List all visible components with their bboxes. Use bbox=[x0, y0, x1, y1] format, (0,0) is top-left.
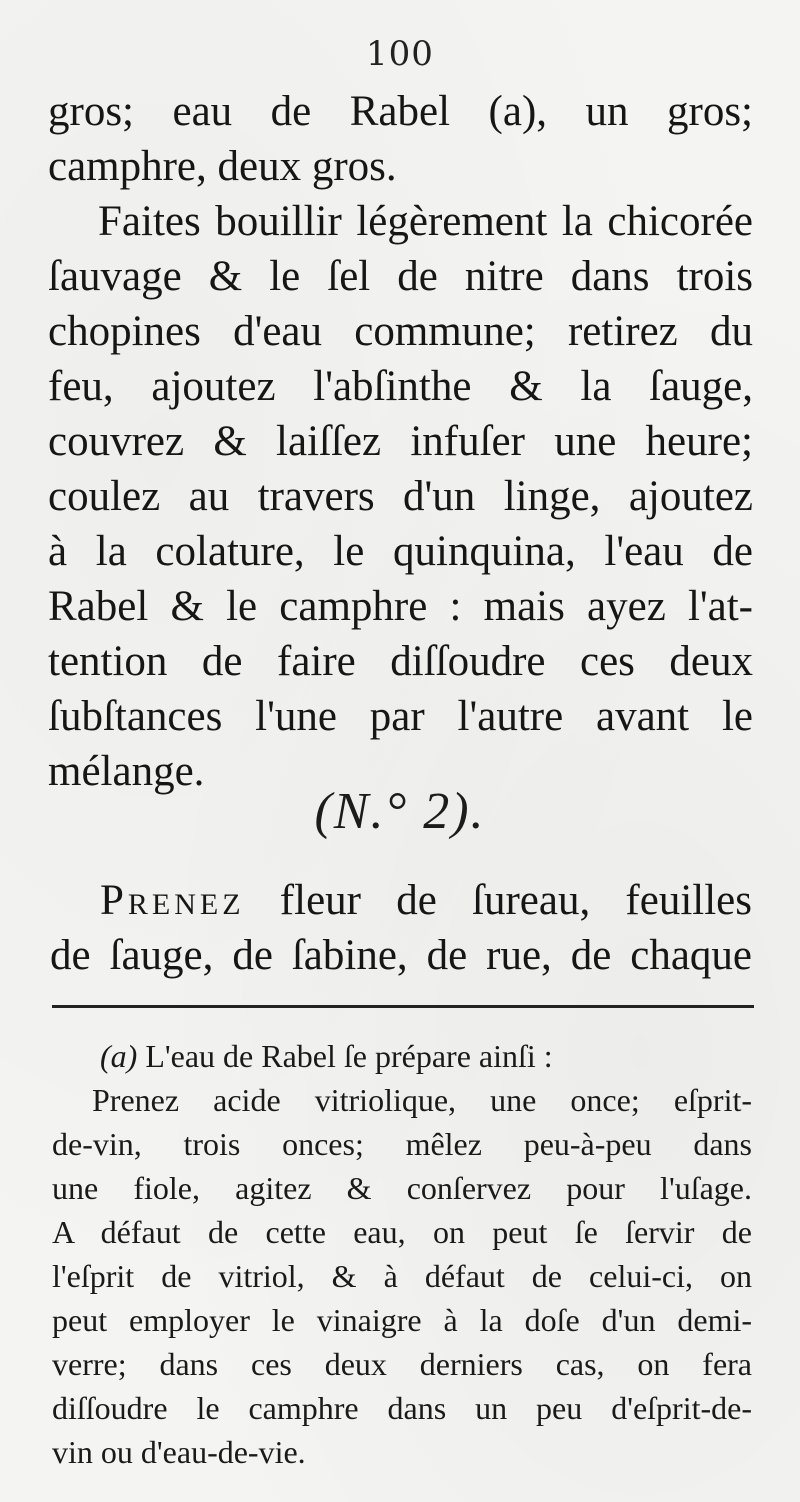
lead-word: Prenez bbox=[100, 877, 245, 924]
text-line: ſubſtances l'une par l'autre avant le bbox=[48, 693, 753, 740]
text-line: tention de faire diſſoudre ces deux bbox=[48, 638, 753, 685]
text-line: gros; eau de Rabel (a), un gros; bbox=[48, 88, 753, 135]
footnote bbox=[52, 1034, 752, 1474]
footnote-line: une fiole, agitez & conſervez pour l'uſage. bbox=[52, 1170, 752, 1206]
footnote-line: diſſoudre le camphre dans un peu d'eſprit-de- bbox=[52, 1390, 752, 1426]
footnote-line: vin ou d'eau-de-vie. bbox=[52, 1434, 306, 1470]
text-line: à la colature, le quinquina, l'eau de bbox=[48, 528, 753, 575]
page-number: 100 bbox=[366, 34, 434, 74]
footnote-line: l'eſprit de vitriol, & à défaut de celui-ci, on bbox=[52, 1258, 752, 1294]
footnote-line bbox=[52, 1034, 752, 1078]
text-line: Rabel & le camphre : mais ayez l'at- bbox=[48, 583, 753, 630]
text-line bbox=[50, 872, 752, 927]
text-line: Faites bouillir légèrement la chicorée bbox=[98, 198, 753, 245]
line-rest: fleur de ſureau, feuilles bbox=[244, 877, 752, 924]
text-line: feu, ajoutez l'abſinthe & la ſauge, bbox=[48, 363, 753, 410]
text-line: coulez au travers d'un linge, ajoutez bbox=[48, 473, 753, 520]
main-paragraph bbox=[48, 84, 753, 799]
text-line: mélange. bbox=[48, 748, 205, 795]
text-line: chopines d'eau commune; retirez du bbox=[48, 308, 753, 355]
footnote-line: A défaut de cette eau, on peut ſe ſervir de bbox=[52, 1214, 752, 1250]
footnote-line-rest: L'eau de Rabel ſe prépare ainſi : bbox=[137, 1038, 553, 1074]
text-line: de ſauge, de ſabine, de rue, de chaque bbox=[50, 932, 752, 979]
footnote-line: Prenez acide vitriolique, une once; eſprit- bbox=[92, 1082, 752, 1118]
text-line: camphre, deux gros. bbox=[48, 143, 397, 190]
footnote-line: verre; dans ces deux derniers cas, on fera bbox=[52, 1346, 752, 1382]
footnote-line: de-vin, trois onces; mêlez peu-à-peu dans bbox=[52, 1126, 752, 1162]
footnote-marker: (a) bbox=[100, 1038, 138, 1074]
second-paragraph bbox=[50, 872, 752, 982]
footnote-line: peut employer le vinaigre à la doſe d'un demi- bbox=[52, 1302, 752, 1338]
section-heading: (N.° 2). bbox=[314, 783, 486, 840]
footnote-divider bbox=[52, 1005, 754, 1008]
text-line: ſauvage & le ſel de nitre dans trois bbox=[48, 253, 753, 300]
text-line: couvrez & laiſſez infuſer une heure; bbox=[48, 418, 753, 465]
